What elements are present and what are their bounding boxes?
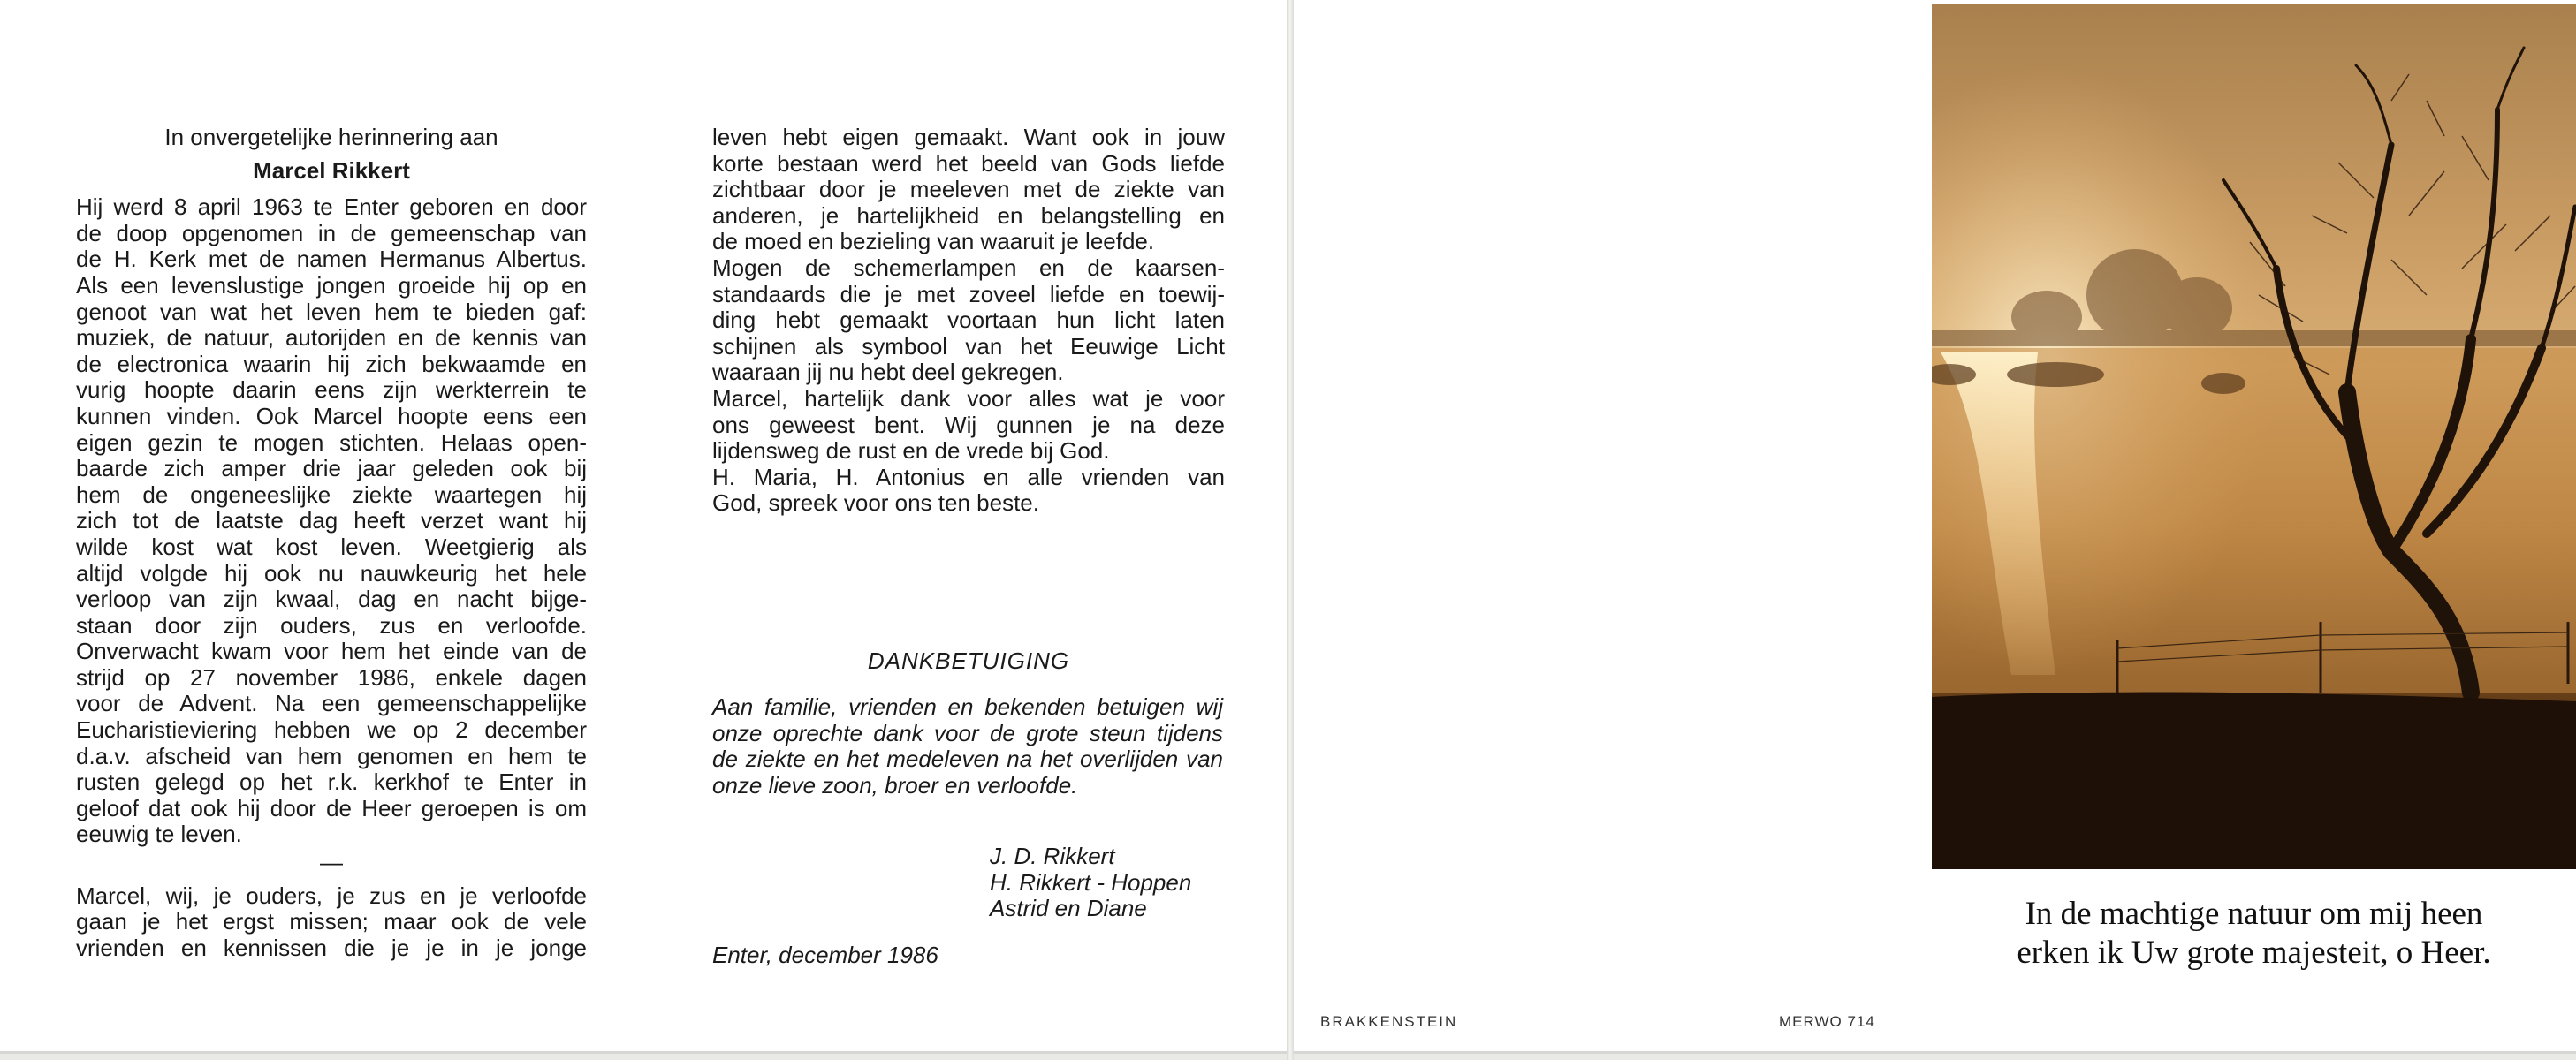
- text-line: muziek, de natuur, autorijden en de kennis van: [76, 324, 587, 352]
- verse-line: erken ik Uw grote majesteit, o Heer.: [2017, 935, 2491, 971]
- signer-name: J. D. Rikkert: [990, 843, 1115, 869]
- text-line: lijdensweg de rust en de vrede bij God.: [712, 437, 1110, 465]
- text-line: vurig hoopte daarin eens zijn werkterrein te: [76, 376, 587, 404]
- text-line: eeuwig te leven.: [76, 821, 242, 848]
- text-line: staan door zijn ouders, zus en verloofde.: [76, 611, 587, 639]
- text-line: Hij werd 8 april 1963 te Enter geboren en door: [76, 193, 587, 221]
- text-line: Mogen de schemerlampen en de kaarsen-: [712, 254, 1225, 281]
- text-column-2: [712, 125, 1225, 517]
- text-line: ons geweest bent. Wij gunnen je na deze: [712, 411, 1225, 438]
- text-line: Als een levenslustige jongen groeide hij op en: [76, 271, 587, 299]
- text-line: God, spreek voor ons ten beste.: [712, 489, 1039, 517]
- text-line: standaards die je met zoveel liefde en toewij-: [712, 280, 1225, 307]
- text-line: ding hebt gemaakt voortaan hun licht laten: [712, 307, 1225, 334]
- landscape-photo: [1932, 4, 2576, 869]
- place-date: Enter, december 1986: [712, 942, 938, 968]
- biography-text: [76, 194, 587, 848]
- text-line: anderen, je hartelijkheid en belangstelling en: [712, 201, 1225, 229]
- text-line: eigen gezin te mogen stichten. Helaas open-: [76, 428, 587, 456]
- text-line: zichtbaar door je meeleven met de ziekte van: [712, 176, 1225, 203]
- text-line: de moed en bezieling van waaruit je leefde.: [712, 228, 1155, 255]
- text-column-1: [76, 125, 587, 961]
- text-line: Marcel, wij, je ouders, je zus en je verloofde: [76, 882, 587, 909]
- text-line: zich tot de laatste dag heeft verzet want hij: [76, 507, 587, 534]
- verse-line: In de machtige natuur om mij heen: [2025, 896, 2483, 932]
- text-line: de electronica waarin hij zich bekwaamde en: [76, 350, 587, 377]
- text-line: genoot van wat het leven hem te bieden gaf:: [76, 298, 587, 325]
- card-fold: [1287, 0, 1294, 1060]
- intro-line: In onvergetelijke herinnering aan: [164, 124, 498, 150]
- text-line: waaraan jij nu hebt deel gekregen.: [712, 359, 1064, 386]
- text-line: korte bestaan werd het beeld van Gods liefde: [712, 149, 1225, 177]
- text-line: gaan je het ergst missen; maar ook de vele: [76, 908, 587, 935]
- text-line: baarde zich amper drie jaar geleden ook bij: [76, 455, 587, 482]
- verse: [1932, 895, 2576, 973]
- card-code: MERWO 714: [1779, 1013, 1875, 1030]
- deceased-name: Marcel Rikkert: [253, 156, 410, 184]
- text-line: voor de Advent. Na een gemeenschappelijke: [76, 690, 587, 717]
- farewell-text: [76, 883, 587, 962]
- text-line: strijd op 27 november 1986, enkele dagen: [76, 663, 587, 691]
- text-line: verloop van zijn kwaal, dag en nacht bijge-: [76, 586, 587, 613]
- text-line: Eucharistieviering hebben we op 2 december: [76, 716, 587, 744]
- signers: [990, 844, 1191, 922]
- text-line: kunnen vinden. Ook Marcel hoopte eens een: [76, 402, 587, 429]
- text-line: Marcel, hartelijk dank voor alles wat je voor: [712, 384, 1225, 412]
- separator-dash: —: [320, 849, 343, 876]
- text-line: wilde kost wat kost leven. Weetgierig als: [76, 533, 587, 560]
- text-line: de doop opgenomen in de gemeenschap van: [76, 219, 587, 246]
- thanks-title: DANKBETUIGING: [867, 647, 1070, 674]
- text-line: d.a.v. afscheid van hem genomen en hem te: [76, 742, 587, 769]
- text-line: altijd volgde hij ook nu nauwkeurig het hele: [76, 559, 587, 587]
- thanks-text: Aan familie, vrienden en bekenden betuigen wij onze oprechte dank voor de grote steun tijdens de ziekte en het medeleven na het overlijden van onze lieve zoon, broer en verloofde.: [712, 693, 1223, 799]
- tribute-text: [712, 125, 1225, 517]
- text-line: schijnen als symbool van het Eeuwige Licht: [712, 332, 1225, 360]
- signer-name: H. Rikkert - Hoppen: [990, 868, 1192, 896]
- text-line: geloof dat ook hij door de Heer geroepen is om: [76, 794, 587, 822]
- text-line: hem de ongeneeslijke ziekte waartegen hij: [76, 481, 587, 508]
- text-line: de H. Kerk met de namen Hermanus Albertus.: [76, 246, 587, 273]
- text-line: leven hebt eigen gemaakt. Want ook in jouw: [712, 124, 1225, 150]
- text-line: vrienden en kennissen die je je in je jonge: [76, 934, 587, 961]
- text-line: Onverwacht kwam voor hem het einde van de: [76, 638, 587, 665]
- text-line: rusten gelegd op het r.k. kerkhof te Enter in: [76, 768, 587, 796]
- printer-name: BRAKKENSTEIN: [1320, 1013, 1458, 1030]
- text-line: H. Maria, H. Antonius en alle vrienden van: [712, 463, 1225, 490]
- signer-name: Astrid en Diane: [990, 895, 1147, 922]
